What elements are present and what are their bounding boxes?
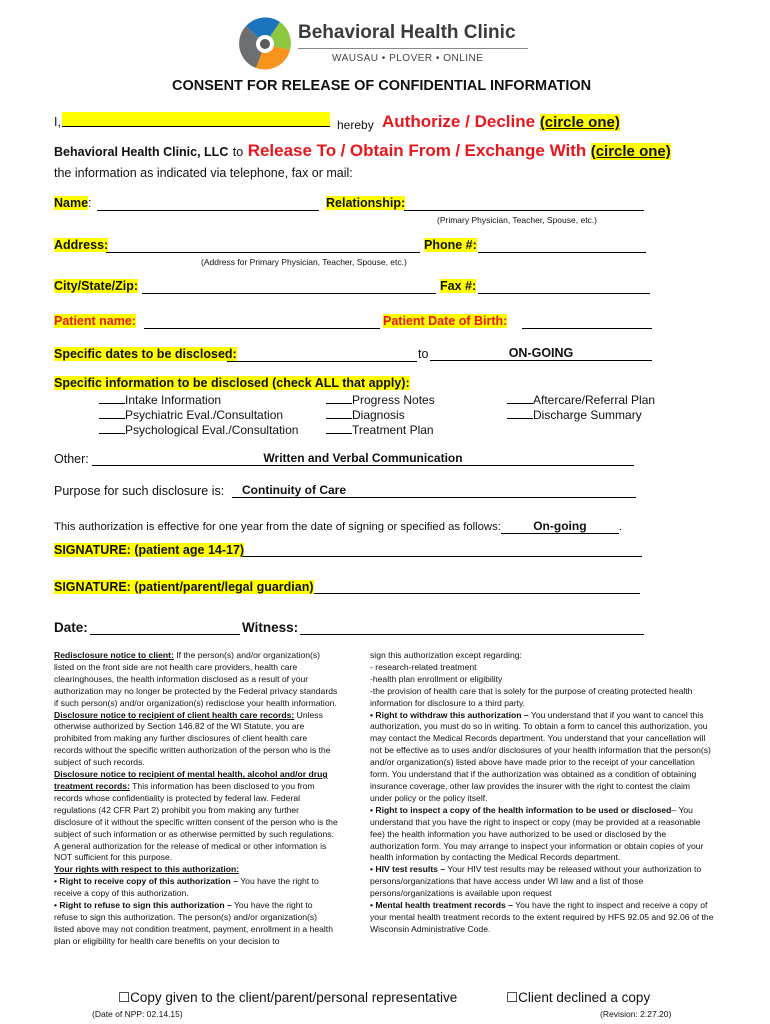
info-line: the information as indicated via telephone, fax or mail: (54, 166, 353, 180)
exception-item: -health plan enrollment or eligibility (370, 673, 503, 684)
date-input[interactable] (90, 620, 240, 635)
decline-option[interactable]: Decline (474, 112, 536, 131)
release-to-option[interactable]: Release To (247, 141, 337, 160)
checklist-col-2 (326, 393, 435, 438)
sig-patient-input[interactable] (242, 542, 642, 557)
client-declined-label: Client declined a copy (518, 990, 651, 1005)
authorize-decline (382, 112, 620, 132)
relationship-hint: (Primary Physician, Teacher, Spouse, etc.) (437, 215, 597, 225)
sig-guardian-input[interactable] (314, 579, 640, 594)
name-label: Name (54, 196, 89, 210)
withdraw-right: • Right to withdraw this authorization – You understand that if you want to cancel this authorization, you must do so in writing. To obtain a form to cancel this authorization, you may contact the Medical Records department. You understand that your cancellation will not be effective as to uses and/or disclosures of your health information that the person(s) and/or organization(s) listed above have made prior to the receipt of your cancellation form. You understand that if the authorization was obtained as a condition of obtaining insurance coverage, other law provides the insurer with the right to contest the claim under policy or the policy itself. (370, 709, 711, 803)
checklist-col-1 (99, 393, 298, 438)
exchange-with-option[interactable]: Exchange With (464, 141, 587, 160)
phone-label: Phone #: (424, 238, 477, 252)
checklist-item[interactable]: Diagnosis (326, 408, 435, 423)
other-value[interactable]: Written and Verbal Communication (92, 451, 634, 466)
phone-input[interactable] (478, 238, 646, 253)
sig-guardian-label: SIGNATURE: (patient/parent/legal guardian) (54, 580, 314, 594)
effective-row (54, 519, 622, 534)
checklist-item[interactable]: Aftercare/Referral Plan (507, 393, 655, 408)
recipient-notice: Disclosure notice to recipient of client health care records: Unless otherwise authorized by Section 146.82 of the WI Statute, you are prohibited from making any further disclosures of client health care records without the specific written authorization of the person who is the subject of such records. (54, 709, 331, 768)
inspect-right: • Right to inspect a copy of the health information to be used or disclosed– You understand that you have the right to inspect or copy (may be provided at a reasonable fee) the health information you have authorized to be used or disclosed by the authorization form. You may arrange to inspect your information or obtain copies of your health information by contacting the Medical Records department. (370, 804, 704, 863)
exception-item: - research-related treatment (370, 661, 477, 672)
patient-name-input[interactable] (144, 314, 380, 329)
city-label: City/State/Zip: (54, 279, 139, 293)
circle-one-1: (circle one) (539, 114, 620, 131)
checklist-item[interactable]: Intake Information (99, 393, 298, 408)
specific-info-label: Specific information to be disclosed (check ALL that apply): (54, 376, 410, 390)
circle-one-2: (circle one) (590, 143, 671, 160)
purpose-value[interactable]: Continuity of Care (232, 483, 636, 498)
relationship-input[interactable] (404, 196, 644, 211)
address-input[interactable] (106, 238, 420, 253)
client-name-input[interactable] (62, 112, 330, 127)
checkbox-icon[interactable]: ☐ (506, 990, 519, 1005)
effective-value[interactable]: On-going (501, 519, 619, 534)
patient-dob-input[interactable] (522, 314, 652, 329)
checklist-item[interactable]: Treatment Plan (326, 423, 435, 438)
clinic-locations: WAUSAU • PLOVER • ONLINE (332, 53, 484, 64)
release-row (54, 141, 671, 161)
hereby-text: hereby (337, 118, 374, 132)
checklist-col-3 (507, 393, 655, 423)
dates-to: to (418, 347, 429, 361)
form-title: CONSENT FOR RELEASE OF CONFIDENTIAL INFORMATION (172, 78, 592, 94)
clinic-llc: Behavioral Health Clinic, LLC (54, 145, 229, 159)
checklist-item[interactable]: Discharge Summary (507, 408, 655, 423)
effective-period: . (618, 521, 623, 533)
checklist-item[interactable]: Psychological Eval./Consultation (99, 423, 298, 438)
revision: (Revision: 2.27.20) (600, 1009, 672, 1019)
authorize-option[interactable]: Authorize (382, 112, 461, 131)
relationship-label: Relationship: (326, 196, 406, 210)
dates-end-value[interactable]: ON-GOING (430, 346, 652, 361)
mental-health-notice: Disclosure notice to recipient of mental health, alcohol and/or drug treatment records: This information has been disclosed to you from records whose confidentiality is protected by federal law. Federal regulations (42 CFR Part 2) prohibit you from making any further disclosure of it without the specific written consent of the person who is the subject of such information or as otherwise permitted by such regulations. A general authorization for the release of medical or other information is NOT sufficient for this purpose. (54, 769, 338, 863)
slash-1: / (465, 112, 470, 131)
slash-3: / (455, 141, 461, 160)
logo-divider (298, 48, 528, 49)
notices-right (370, 650, 714, 936)
relationship-label-wrap (326, 196, 405, 210)
copy-given-label: Copy given to the client/parent/personal representative (130, 990, 458, 1005)
copy-given-option[interactable] (118, 990, 457, 1006)
effective-text: This authorization is effective for one year from the date of signing or specified as follows: (54, 521, 501, 533)
mh-records-right: • Mental health treatment records – You have the right to inspect and receive a copy of your mental health treatment records to the extent required by HFS 92.05 and 92.06 of the Wisconsin Administrative Code. (370, 900, 714, 934)
witness-label: Witness: (242, 620, 299, 635)
to-text: to (232, 145, 244, 159)
date-label: Date: (54, 620, 88, 635)
sig-patient-label: SIGNATURE: (patient age 14-17) (54, 543, 245, 557)
checklist-item[interactable]: Psychiatric Eval./Consultation (99, 408, 298, 423)
dates-label: Specific dates to be disclosed: (54, 347, 237, 361)
fax-label: Fax #: (440, 279, 477, 293)
obtain-from-option[interactable]: Obtain From (349, 141, 451, 160)
npp-date: (Date of NPP: 02.14.15) (92, 1009, 183, 1019)
logo (236, 16, 536, 72)
name-input[interactable] (97, 196, 319, 211)
redisclosure-notice: Redisclosure notice to client: If the person(s) and/or organization(s) listed on the front side are not health care providers, health care clearinghouses, the health information disclosed as a result of your authorization may no longer be protected by the Federal privacy standards if such person(s) and/or organization(s) redisclose your health information. (54, 650, 338, 708)
slash-2: / (340, 141, 346, 160)
city-input[interactable] (142, 279, 436, 294)
witness-input[interactable] (300, 620, 644, 635)
patient-name-label: Patient name: (54, 314, 136, 328)
rights-title: Your rights with respect to this authorization: (54, 864, 240, 875)
patient-dob-label: Patient Date of Birth: (383, 314, 508, 328)
address-label: Address: (54, 238, 109, 252)
checklist-item[interactable]: Progress Notes (326, 393, 435, 408)
hiv-right: • HIV test results – Your HIV test results may be released without your authorization to persons/organizations that have access under WI law and a list of those persons/organizations is available upon request (370, 864, 702, 899)
checkbox-icon[interactable]: ☐ (118, 990, 131, 1005)
copy-right: • Right to receive copy of this authorization – You have the right to receive a copy of this authorization. (54, 876, 319, 899)
clinic-name: Behavioral Health Clinic (298, 22, 516, 43)
sign-intro: sign this authorization except regarding: (370, 650, 522, 660)
clinic-logo-icon (236, 16, 294, 72)
other-label: Other: (54, 452, 89, 466)
dates-start-input[interactable] (227, 347, 417, 362)
i-label: I, (54, 115, 61, 129)
name-colon: : (88, 196, 92, 210)
notices-left (54, 650, 338, 948)
client-declined-option[interactable] (506, 990, 650, 1006)
name-label-wrap (54, 196, 92, 210)
authorize-row (54, 115, 61, 129)
fax-input[interactable] (478, 279, 650, 294)
address-hint: (Address for Primary Physician, Teacher, Spouse, etc.) (201, 257, 407, 267)
refuse-right: • Right to refuse to sign this authorization – You have the right to refuse to sign this authorization. The person(s) and/or organization(s) listed above may not condition treatment, payment, enrollment in a health plan or eligibility for health care benefits on your decision to (54, 900, 333, 946)
exception-item: -the provision of health care that is solely for the purpose of creating protected health information for disclosure to a third party. (370, 685, 693, 708)
purpose-label: Purpose for such disclosure is: (54, 484, 225, 498)
